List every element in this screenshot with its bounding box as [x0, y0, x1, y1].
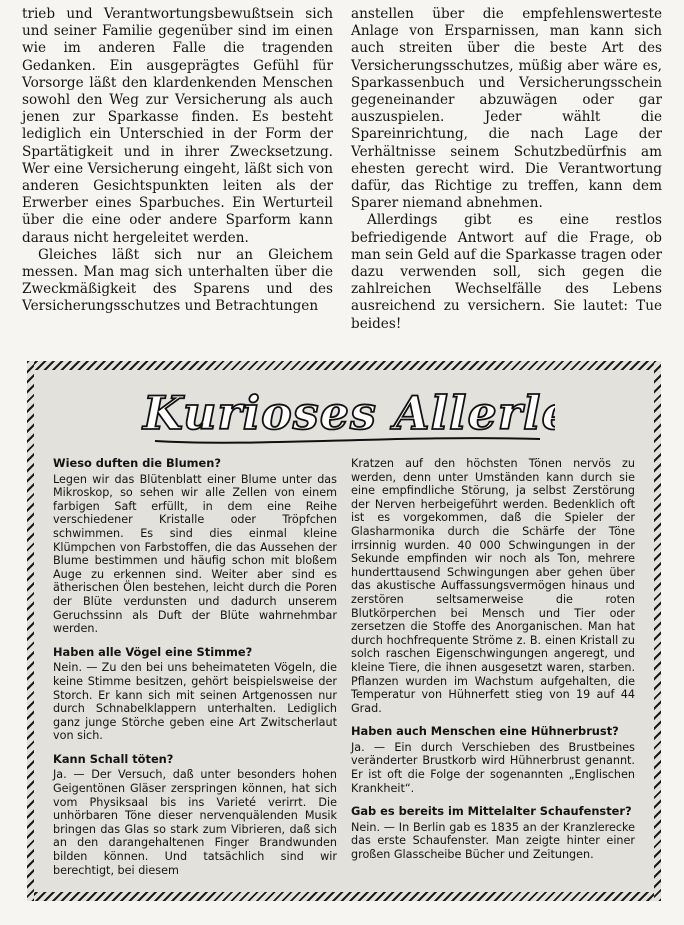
hatched-border-top	[27, 361, 661, 370]
answer-text: Nein. — Zu den bei uns beheimateten Vögeln, die keine Stimme besitzen, gehört beispielsweise der Storch. Er kann sich mit seinen Artgenossen nur durch Schnabelklappern unterhalten. Lediglich ganz junge Störche geben eine Art Zwitscherlaut von sich.	[53, 661, 337, 743]
top-article	[22, 6, 663, 332]
hatched-border-left	[27, 361, 34, 901]
hatched-border-right	[654, 361, 661, 901]
top-left-paragraph-1: trieb und Verantwortungsbewußtsein sich und seiner Familie gegenüber sind im einen wie im anderen Falle die tragenden Gedanken. Ein ausgeprägtes Gefühl für Vorsorge läßt den klardenkenden Menschen sowohl den Weg zur Versicherung als auch jenen zur Sparkasse finden. Es besteht lediglich ein Unterschied in der Form der Spartätigkeit und in ihrer Zwecksetzung. Wer eine Versicherung eingeht, läßt sich von anderen Gesichtspunkten leiten als der Erwerber eines Sparbuches. Ein Werturteil über die eine oder andere Sparform kann daraus nicht hergeleitet werden.	[22, 6, 333, 246]
box-columns	[53, 457, 635, 877]
hatched-border-bottom	[27, 892, 661, 901]
box-right-column	[351, 457, 635, 877]
top-right-paragraph-1: anstellen über die empfehlenswerteste Anlage von Ersparnissen, man kann sich auch streiten über die beste Art des Versicherungsschutzes, müßig aber wäre es, Sparkassenbuch und Versicherungsschein gegeneinander abzuwägen oder gar auszuspielen. Jeder wählt die Spareinrichtung, die nach Lage der Verhältnisse seinem Schutzbedürfnis am ehesten gerecht wird. Die Verantwortung dafür, das Richtige zu treffen, kann dem Sparer niemand abnehmen.	[351, 6, 662, 212]
answer-text: Ja. — Ein durch Verschieben des Brustbeines veränderter Brustkorb wird Hühnerbrust genannt. Er ist oft die Folge der sogenannten „Englischen Krankheit“.	[351, 740, 635, 795]
answer-text: Ja. — Der Versuch, daß unter besonders hohen Geigentönen Gläser zerspringen können, hat sich vom Physiksaal bis ins Varieté verirrt. Die unhörbaren Töne dieser nervenquälenden Musik bringen das Glas so stark zum Vibrieren, daß sich an den darangehaltenen Finger Brandwunden bilden können. Und tatsächlich sind wir berechtigt, bei diesem	[53, 768, 337, 877]
box-title-text: Kurioses Allerlei	[143, 386, 555, 440]
top-right-column	[351, 6, 663, 332]
question-heading: Haben alle Vögel eine Stimme?	[53, 644, 253, 659]
top-left-paragraph-2: Gleiches läßt sich nur an Gleichem messen. Man mag sich unterhalten über die Zweckmäßigkeit des Sparens und des Versicherungsschutzes und Betrachtungen	[22, 246, 333, 315]
curiosities-box	[27, 361, 661, 901]
box-title	[135, 377, 555, 457]
answer-text: Legen wir das Blütenblatt einer Blume unter das Mikroskop, so sehen wir alle Zellen von einem farbigen Saft erfüllt, in dem eine Reihe verschiedener Kristalle oder Tröpfchen schwimmen. Es sind dies einmal kleine Klümpchen von Farbstoffen, die das Aussehen der Blume bestimmen und häufig schon mit bloßem Auge zu erkennen sind. Weiter aber sind es ätherischen Ölen bestehen, leicht durch die Poren der Blüte verdunsten und dadurch unserem Geruchssinn als Duft der Blüte wahrnehmbar werden.	[53, 472, 337, 636]
question-heading: Wieso duften die Blumen?	[53, 456, 221, 470]
question-heading: Haben auch Menschen eine Hühnerbrust?	[351, 724, 619, 739]
box-left-column	[53, 457, 337, 877]
answer-text: Nein. — In Berlin gab es 1835 an der Kranzlerecke das erste Schaufenster. Man zeigte hinter einer großen Glasscheibe Bücher und Zeitungen.	[351, 820, 635, 862]
answer-text: Kratzen auf den höchsten Tönen nervös zu werden, denn unter Umständen kann durch sie eine empfindliche Störung, ja selbst Zerstörung der Nerven herbeigeführt werden. Bedenklich oft ist es vorgekommen, daß die Spieler der Glasharmonika durch die Schärfe der Töne irrsinnig wurden. 40 000 Schwingungen in der Sekunde empfinden wir noch als Ton, mehrere hunderttausend Schwingungen aber gehen über das akustische Auffassungsvermögen hinaus und zerstören seltsamerweise die roten Blutkörperchen bei Mensch und Tier oder zersetzen die Stoffe des Anorganischen. Man hat durch hochfrequente Ströme z. B. einen Kristall zu solch raschen Eigenschwingungen angeregt, und kleine Tiere, die ihnen ausgesetzt waren, starben. Pflanzen wurden im Wachstum aufgehalten, die Temperatur von Hühnerfett stieg von 19 auf 44 Grad.	[351, 457, 635, 715]
question-heading: Gab es bereits im Mittelalter Schaufenster?	[351, 804, 632, 819]
top-left-column	[22, 6, 333, 324]
question-heading: Kann Schall töten?	[53, 751, 174, 766]
box-title-lettering	[135, 377, 555, 457]
top-right-paragraph-2: Allerdings gibt es eine restlos befriedigende Antwort auf die Frage, ob man sein Geld auf die Sparkasse tragen oder dazu verwenden soll, sich gegen die zahlreichen Wechselfälle des Lebens ausreichend zu versichern. Sie lautet: Tue beides!	[351, 212, 663, 332]
